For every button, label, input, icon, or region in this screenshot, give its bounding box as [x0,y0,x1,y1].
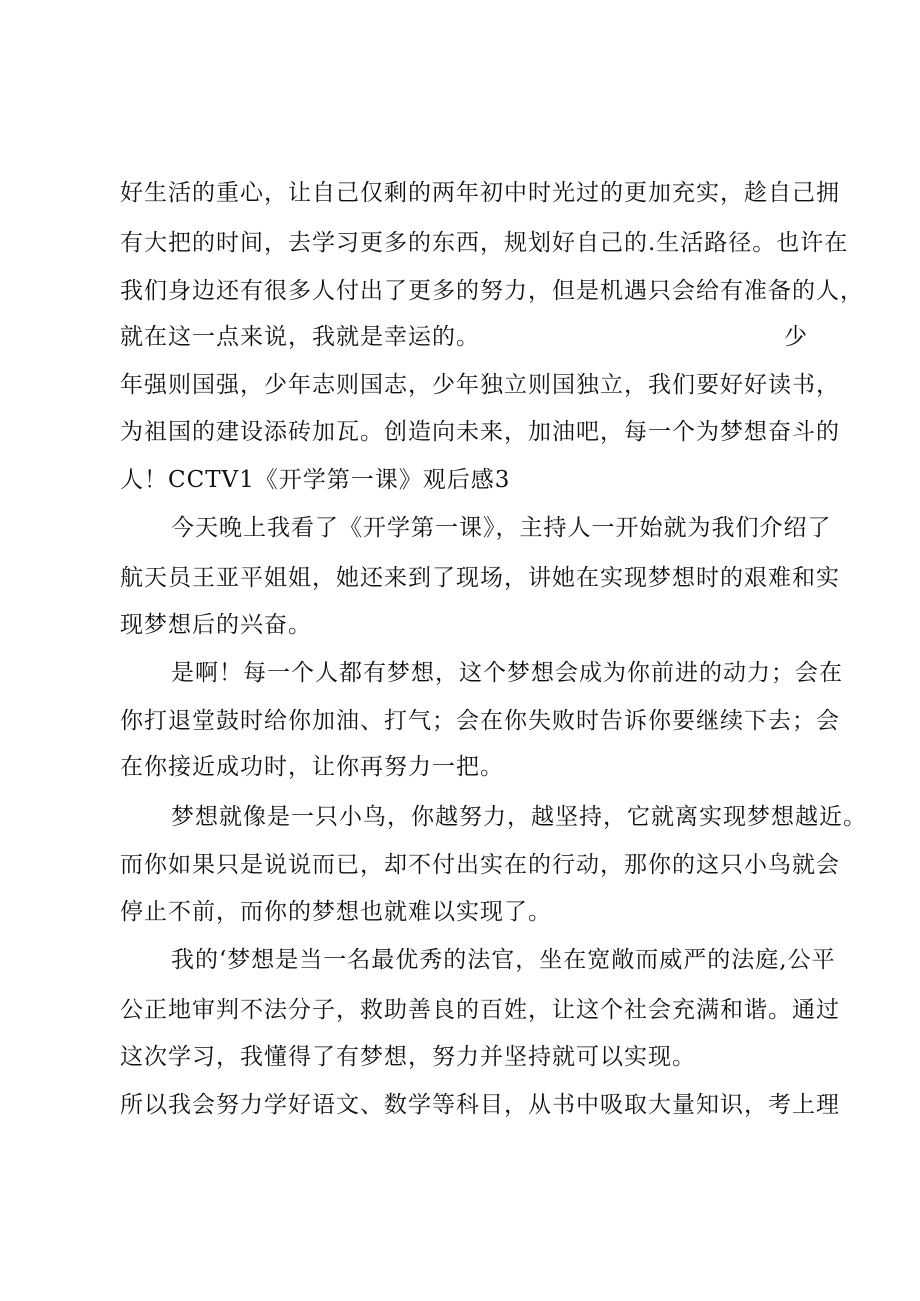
text-line-19: 公正地审判不法分子，救助善良的百姓，让这个社会充满和谐。通过 [120,997,840,1023]
text-line-2: 有大把的时间，去学习更多的东西，规划好自己的.生活路径。也许在 [120,230,849,256]
text-line-8: 人！CCTV1《开学第一课》观后感3 [120,467,511,493]
text-line-3: 我们身边还有很多人付出了更多的努力，但是机遇只会给有准备的人， [120,278,864,304]
text-line-1: 好生活的重心，让自己仅剩的两年初中时光过的更加充实，趁自己拥 [120,180,840,206]
text-line-11: 现梦想后的兴奋。 [120,612,312,638]
text-line-15: 梦想就像是一只小鸟，你越努力，越坚持，它就离实现梦想越近。 [171,804,867,830]
text-line-17: 停止不前，而你的梦想也就难以实现了。 [120,899,552,925]
text-line-21: 所以我会努力学好语文、数学等科目，从书中吸取大量知识，考上理 [120,1092,840,1118]
text-line-18: 我的‘梦想是当一名最优秀的法官，坐在宽敞而威严的法庭,公平 [171,947,836,973]
text-line-20: 这次学习，我懂得了有梦想，努力并坚持就可以实现。 [120,1044,696,1070]
text-line-5: 少 [784,324,808,350]
text-line-7: 为祖国的建设添砖加瓦。创造向未来，加油吧，每一个为梦想奋斗的 [120,419,840,445]
text-line-14: 在你接近成功时，让你再努力一把。 [120,754,504,780]
text-line-9: 今天晚上我看了《开学第一课》，主持人一开始就为我们介绍了 [171,515,832,541]
text-line-16: 而你如果只是说说而已，却不付出实在的行动，那你的这只小鸟就会 [120,852,840,878]
text-line-4: 就在这一点来说，我就是幸运的。 [120,324,480,350]
text-line-13: 你打退堂鼓时给你加油、打气；会在你失败时告诉你要继续下去；会 [120,708,840,734]
text-line-10: 航天员王亚平姐姐，她还来到了现场，讲她在实现梦想时的艰难和实 [120,565,840,591]
text-line-12: 是啊！每一个人都有梦想，这个梦想会成为你前进的动力；会在 [171,660,843,686]
text-line-6: 年强则国强，少年志则国志，少年独立则国独立，我们要好好读书， [120,372,840,398]
